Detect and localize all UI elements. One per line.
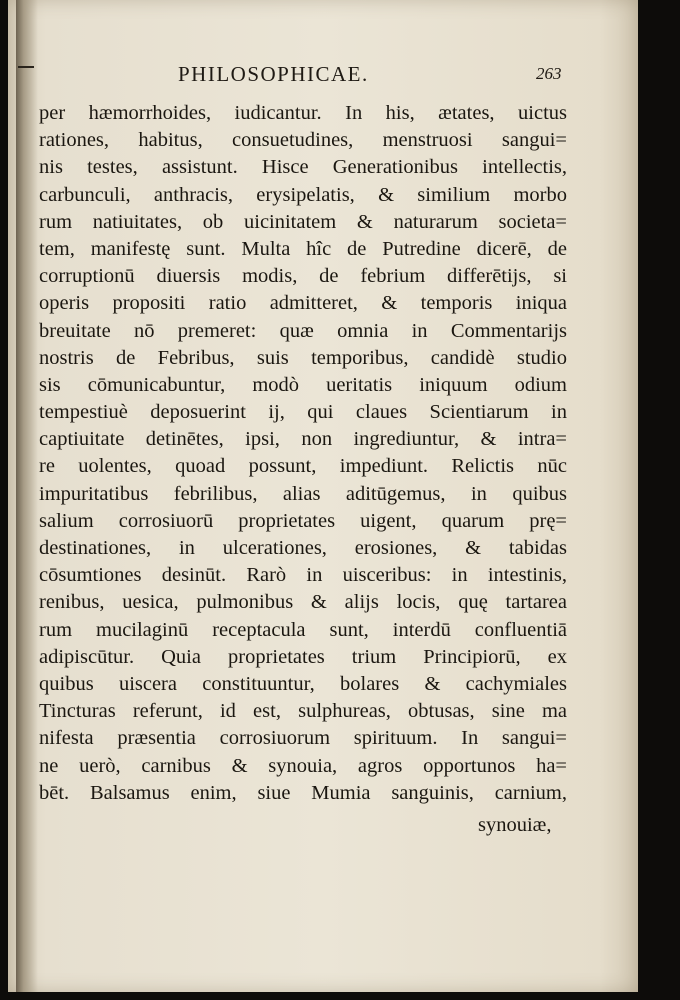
text-line: nis testes, assistunt. Hisce Generationibus intellectis, — [39, 156, 567, 179]
text-line: quibus uiscera constituuntur, bolares & cachymiales — [39, 672, 567, 695]
book-page — [8, 0, 638, 992]
text-line: Tincturas referunt, id est, sulphureas, obtusas, sine ma — [39, 700, 567, 723]
text-line: destinationes, in ulcerationes, erosiones, & tabidas — [39, 537, 567, 559]
text-line: per hæmorrhoides, iudicantur. In his, ætates, uictus — [39, 102, 567, 124]
body-text — [39, 100, 567, 807]
text-line: ne uerò, carnibus & synouia, agros opportunos ha= — [39, 754, 567, 777]
margin-mark — [18, 66, 34, 68]
text-line: captiuitate detinētes, ipsi, non ingrediuntur, & intra= — [39, 428, 567, 451]
page-number: 263 — [536, 64, 562, 83]
catchword: synouiæ, — [478, 814, 552, 836]
page-gutter-shadow — [16, 0, 38, 992]
text-line: cōsumtiones desinūt. Rarò in uisceribus: in intestinis, — [39, 564, 567, 587]
text-line: renibus, uesica, pulmonibus & alijs locis, quę tartarea — [39, 591, 567, 614]
text-line: rum mucilaginū receptacula sunt, interdū confluentiā — [39, 618, 567, 641]
text-line: breuitate nō premeret: quæ omnia in Commentarijs — [39, 319, 567, 342]
text-line: impuritatibus febrilibus, alias aditūgemus, in quibus — [39, 482, 567, 505]
text-line: salium corrosiuorū proprietates uigent, quarum prę= — [39, 509, 567, 532]
text-line: nifesta præsentia corrosiuorum spirituum. In sangui= — [39, 727, 567, 750]
text-line: bēt. Balsamus enim, siue Mumia sanguinis, carnium, — [39, 781, 567, 804]
text-line: re uolentes, quoad possunt, impediunt. Relictis nūc — [39, 455, 567, 478]
running-title: PHILOSOPHICAE. — [178, 62, 369, 86]
text-line: nostris de Febribus, suis temporibus, candidè studio — [39, 346, 567, 369]
text-line: adipiscūtur. Quia proprietates trium Principiorū, ex — [39, 645, 567, 668]
text-line: tem, manifestę sunt. Multa hîc de Putredine dicerē, de — [39, 237, 567, 260]
text-line: operis propositi ratio admitteret, & temporis iniqua — [39, 292, 567, 315]
text-line: rationes, habitus, consuetudines, menstruosi sangui= — [39, 129, 567, 152]
text-line: tempestiuè deposuerint ij, qui claues Scientiarum in — [39, 401, 567, 424]
text-line: sis cōmunicabuntur, modò ueritatis iniquum odium — [39, 373, 567, 396]
text-line: carbunculi, anthracis, erysipelatis, & similium morbo — [39, 183, 567, 206]
text-line: rum natiuitates, ob uicinitatem & naturarum societa= — [39, 210, 567, 233]
text-line: corruptionū diuersis modis, de febrium differētijs, si — [39, 265, 567, 288]
